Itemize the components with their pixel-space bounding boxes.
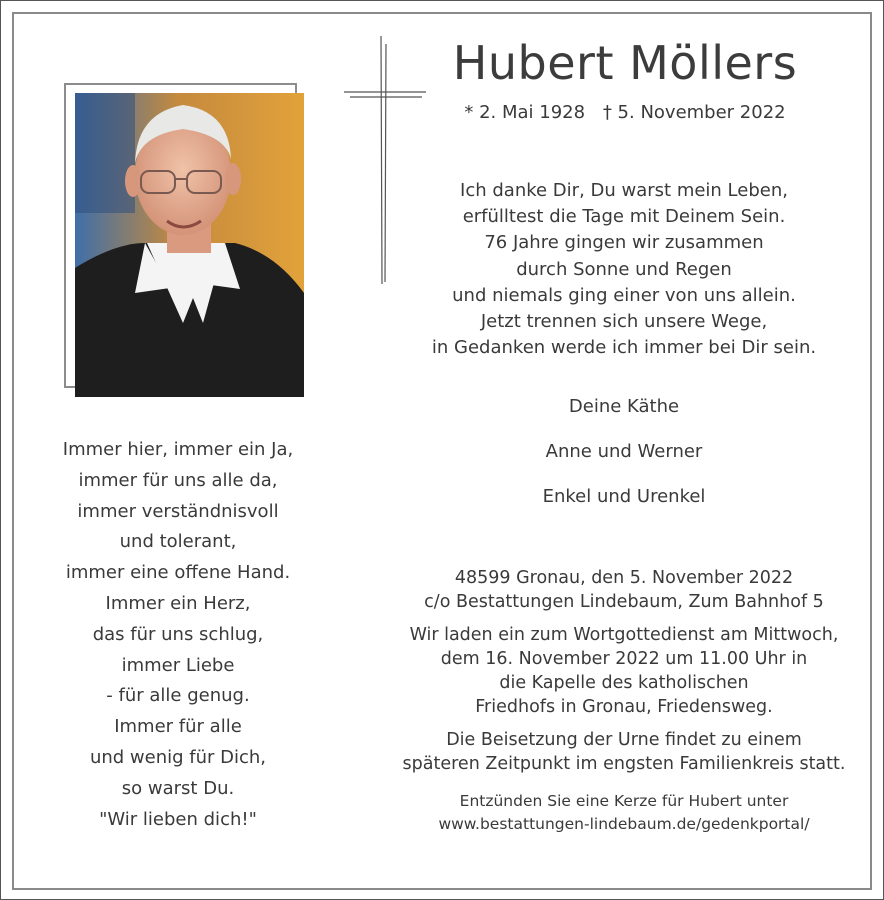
poem-line: in Gedanken werde ich immer bei Dir sein. [431,337,817,359]
poem-line: Immer für alle [114,716,242,738]
poem-left [40,435,316,835]
poem-right [395,178,853,361]
service-line: dem 16. November 2022 um 11.00 Uhr in [440,649,808,669]
signer: Deine Käthe [568,396,680,417]
poem-line: so warst Du. [121,777,235,799]
candle-text: Entzünden Sie eine Kerze für Hubert unter [459,792,789,810]
address-block [385,566,863,614]
signer: Enkel und Urenkel [542,486,706,507]
poem-line: erfülltest die Tage mit Deinem Sein. [462,206,786,228]
service-invitation [385,623,863,719]
signer: Anne und Werner [545,441,703,462]
poem-line: Ich danke Dir, Du warst mein Leben, [460,180,788,201]
deceased-name: Hubert Möllers [452,36,798,90]
memorial-portal-link[interactable]: www.bestattungen-lindebaum.de/gedenkportal/ [438,814,810,833]
birth-date: * 2. Mai 1928 [464,102,586,123]
poem-line: immer eine offene Hand. [65,562,291,584]
portrait-photo [75,93,304,397]
service-line: die Kapelle des katholischen [499,673,749,693]
poem-line: Jetzt trennen sich unsere Wege, [480,311,768,333]
poem-line: 76 Jahre gingen wir zusammen [484,232,764,254]
poem-line: - für alle genug. [106,685,250,707]
poem-line: das für uns schlug, [92,623,264,645]
burial-note [385,728,863,776]
poem-line: und tolerant, [119,531,237,553]
poem-line: Immer hier, immer ein Ja, [62,439,294,460]
poem-line: immer verständnisvoll [77,500,279,522]
service-line: Wir laden ein zum Wortgottedienst am Mittwoch, [409,625,839,645]
poem-line: und niemals ging einer von uns allein. [452,284,796,306]
life-dates [430,102,820,123]
signers [395,393,853,528]
poem-line: Immer ein Herz, [105,592,251,614]
funeral-home-address: c/o Bestattungen Lindebaum, Zum Bahnhof 5 [424,592,824,612]
burial-line: Die Beisetzung der Urne findet zu einem [446,730,802,750]
notice-info [385,566,863,844]
poem-line: durch Sonne und Regen [516,258,732,280]
poem-line: immer für uns alle da, [78,469,278,491]
poem-line: "Wir lieben dich!" [99,808,257,830]
death-date: † 5. November 2022 [602,102,786,123]
burial-line: späteren Zeitpunkt im engsten Familienkreis statt. [402,754,846,774]
poem-line: und wenig für Dich, [89,746,267,768]
candle-note [385,790,863,835]
place-date: 48599 Gronau, den 5. November 2022 [454,568,794,588]
poem-line: immer Liebe [121,654,235,676]
service-line: Friedhofs in Gronau, Friedensweg. [475,697,773,717]
